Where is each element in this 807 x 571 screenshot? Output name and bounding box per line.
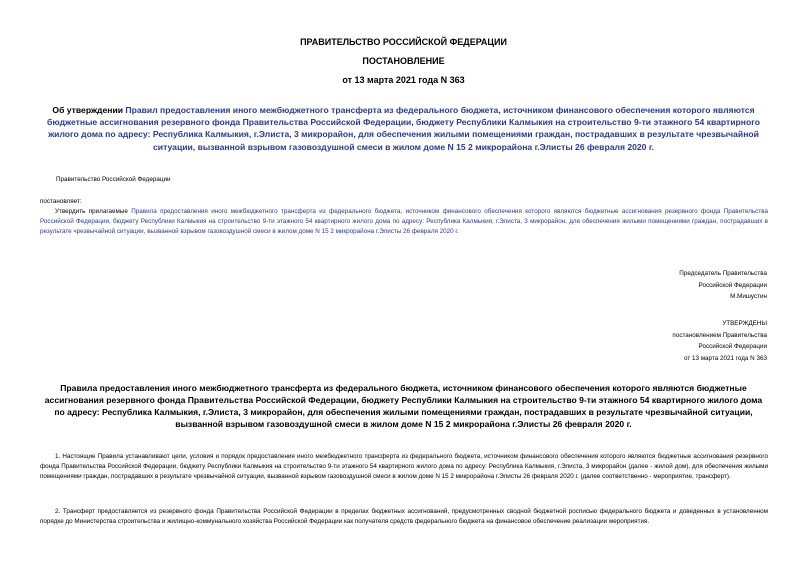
signature-name: М.Мишустин: [730, 293, 767, 300]
approve-rules-link[interactable]: Правила предоставления иного межбюджетного трансферта из федерального бюджета, источником финансового обеспечения которого являются бюджетные ассигнования резервного фонда Правительства Российской Федерации, бюджету Республики Калмыкия на строительство 9-ти этажного 54 квартирного жилого дома по адресу: Республика Калмыкия, г.Элиста, 3 микрорайон, для обеспечения жилыми помещениями граждан, пострадавших в результате чрезвычайной ситуации, вызванной взрывом газовоздушной смеси в жилом доме N 15 2 микрорайона г.Элисты 26 февраля 2020 г.: [40, 208, 768, 236]
title-prefix: Об утверждении: [52, 105, 126, 115]
approve-prefix: Утвердить прилагаемые: [55, 208, 132, 215]
approved-label: УТВЕРЖДЕНЫ: [722, 320, 767, 327]
approved-date: от 13 марта 2021 года N 363: [683, 354, 767, 362]
rules-title: Правила предоставления иного межбюджетного трансферта из федерального бюджета, источником финансового обеспечения которого являются бюджетные ассигнования резервного фонда Правительства Российской Федерации, бюджету Республики Калмыкия на строительство 9-ти этажного 54 квартирного жилого дома по адресу: Республика Калмыкия, г.Элиста, 3 микрорайон, для обеспечения жилыми помещениями граждан, пострадавших в результате чрезвычайной ситуации, вызванной взрывом газовоздушной смеси в жилом доме N 15 2 микрорайона г.Элисты 26 февраля 2020 г.: [44, 383, 763, 429]
paragraph-1: 1. Настоящие Правила устанавливают цели, условия и порядок предоставления иного межбюджетного трансферта из федерального бюджета, источником финансового обеспечения которого являются бюджетные ассигнования резервного фонда Правительства Российской Федерации, бюджету Республики Калмыкия на строительство 9-ти этажного 54 квартирного жилого дома по адресу: Республика Калмыкия, г.Элиста, 3 микрорайон (далее - жилой дом), для обеспечения жилыми помещениями граждан, пострадавших в результате чрезвычайной ситуации, вызванной взрывом газовоздушной смеси в жилом доме N 15 2 микрорайона г.Элисты 26 февраля 2020 г. (далее соответственно - мероприятие, трансферт).: [40, 453, 768, 481]
approved-org: Российской Федерации: [698, 343, 767, 350]
doc-date-number: от 13 марта 2021 года N 363: [342, 75, 465, 85]
title-rules-link[interactable]: Правил предоставления иного межбюджетного трансферта из федерального бюджета, источником финансового обеспечения которого являются бюджетные ассигнования резервного фонда Правительства Российской Федерации, бюджету Республики Калмыкия на строительство 9-ти этажного 54 квартирного жилого дома по адресу: Республика Калмыкия, г.Элиста, 3 микрорайон, для обеспечения жилыми помещениями граждан, пострадавших в результате чрезвычайной ситуации, вызванной взрывом газовоздушной смеси в жилом доме N 15 2 микрорайона г.Элисты 26 февраля 2020 г.: [47, 105, 760, 152]
decides-text: постановляет:: [40, 198, 82, 205]
signature-org: Российской Федерации: [698, 281, 767, 289]
approve-paragraph: [40, 207, 768, 237]
paragraph-2: 2. Трансферт предоставляется из резервного фонда Правительства Российской Федерации в пределах бюджетных ассигнований, предусмотренных сводной бюджетной росписью федерального бюджета и доведенных в установленном порядке до Министерства строительства и жилищно-коммунального хозяйства Российской Федерации как получателя средств федерального бюджета на финансовое обеспечение реализации мероприятия.: [40, 508, 768, 526]
signature-position: Председатель Правительства: [679, 270, 767, 277]
issuer-text: Правительство Российской Федерации: [56, 176, 171, 183]
approved-by: постановлением Правительства: [672, 331, 767, 339]
signature-block: [679, 268, 767, 303]
government-heading: ПРАВИТЕЛЬСТВО РОССИЙСКОЙ ФЕДЕРАЦИИ: [300, 37, 507, 47]
document-title: [40, 104, 767, 153]
approved-block: [672, 318, 767, 364]
doc-type-heading: ПОСТАНОВЛЕНИЕ: [362, 56, 445, 66]
